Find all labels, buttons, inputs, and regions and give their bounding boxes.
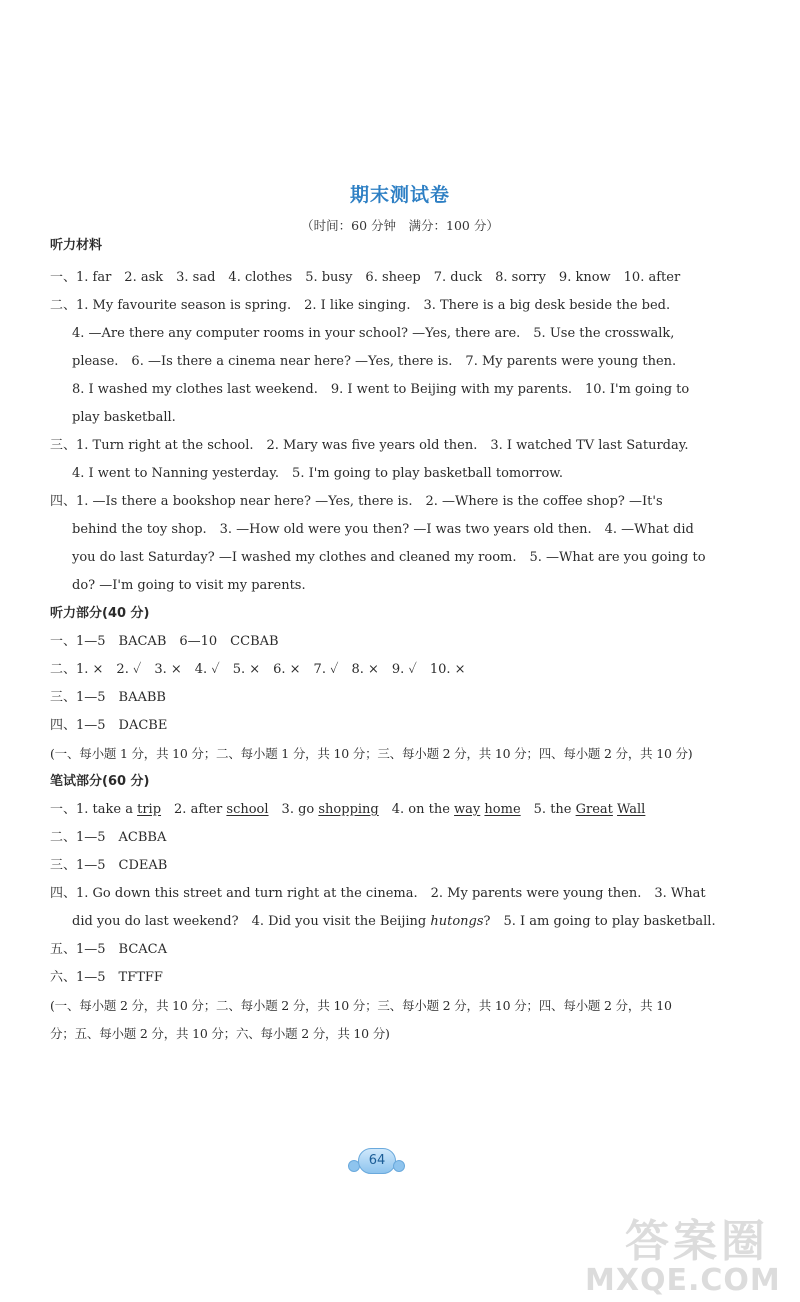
answer-line-q1 [50,800,755,820]
answer-line [72,912,755,932]
text-line: please. 6. —Is there a cinema near here? —Yes, there is. 7. My parents were young then. [72,354,677,369]
answer-line: 二、1. × 2. ✓ 3. × 4. ✓ 5. × 6. × 7. ✓ 8. × 9. ✓ 10. × [50,662,466,677]
answer-line: 六、1—5 TFTFF [50,970,163,985]
answer-line: 一、1—5 BACAB 6—10 CCBAB [50,634,279,649]
text-segment: 3. go [268,802,319,817]
text-segment: 2. after [161,802,227,817]
answer-line: 二、1—5 ACBBA [50,830,167,845]
text-line: 一、1. far 2. ask 3. sad 4. clothes 5. busy 6. sheep 7. duck 8. sorry 9. know 10. after [50,270,681,285]
scoring-note: (一、每小题 1 分，共 10 分；二、每小题 1 分，共 10 分；三、每小题 2 分，共 10 分；四、每小题 2 分，共 10 分) [50,746,693,761]
italic-word: hutongs [430,914,484,929]
underlined-word: shopping [318,802,379,817]
text-segment: 4. on the [378,802,455,817]
text-line: 三、1. Turn right at the school. 2. Mary was five years old then. 3. I watched TV last Saturday. [50,438,689,453]
text-line: 四、1. —Is there a bookshop near here? —Yes, there is. 2. —Where is the coffee shop? —It's [50,494,663,509]
underlined-word: home [484,802,521,817]
text-line: behind the toy shop. 3. —How old were you then? —I was two years old then. 4. —What did [72,522,694,537]
section-heading-written-part: 笔试部分(60 分) [50,774,150,789]
text-line: you do last Saturday? —I washed my clothes and cleaned my room. 5. —What are you going to [72,550,706,565]
underlined-word: school [226,802,269,817]
text-segment: did you do last weekend? 4. Did you visit the Beijing [72,914,431,929]
scoring-note: (一、每小题 2 分，共 10 分；二、每小题 2 分，共 10 分；三、每小题 2 分，共 10 分；四、每小题 2 分，共 10 [50,998,672,1013]
text-segment: ? 5. I am going to play basketball. [483,914,716,929]
decoration-dot [393,1160,405,1172]
watermark-text: 答案圈 [625,1216,769,1267]
answer-line: 五、1—5 BCACA [50,942,168,957]
text-segment: 一、1. take a [50,802,138,817]
answer-line: 三、1—5 CDEAB [50,858,168,873]
watermark-url: MXQE.COM [585,1263,781,1298]
section-heading-listening-material: 听力材料 [50,238,103,253]
answer-line: 四、1—5 DACBE [50,718,168,733]
section-heading-listening-part: 听力部分(40 分) [50,606,150,621]
watermark-logo [585,1205,800,1300]
text-line: play basketball. [72,410,176,425]
underlined-word: Wall [617,802,646,817]
page-number: 64 [358,1148,396,1174]
text-line: do? —I'm going to visit my parents. [72,578,306,593]
page-subtitle: （时间：60 分钟 满分：100 分） [301,218,499,233]
answer-line: 三、1—5 BAABB [50,690,166,705]
page-number-badge [348,1146,404,1176]
text-line: 8. I washed my clothes last weekend. 9. I went to Beijing with my parents. 10. I'm going to [72,382,690,397]
page-title: 期末测试卷 [349,184,450,206]
text-line: 4. I went to Nanning yesterday. 5. I'm going to play basketball tomorrow. [72,466,564,481]
text-line: 二、1. My favourite season is spring. 2. I like singing. 3. There is a big desk beside the bed. [50,298,671,313]
underlined-word: way [454,802,481,817]
answer-line: 四、1. Go down this street and turn right at the cinema. 2. My parents were young then. 3. What [50,886,706,901]
underlined-word: Great [575,802,613,817]
scoring-note: 分；五、每小题 2 分，共 10 分；六、每小题 2 分，共 10 分) [50,1026,390,1041]
underlined-word: trip [137,802,162,817]
text-line: 4. —Are there any computer rooms in your school? —Yes, there are. 5. Use the crosswalk, [72,326,675,341]
text-segment: 5. the [520,802,576,817]
